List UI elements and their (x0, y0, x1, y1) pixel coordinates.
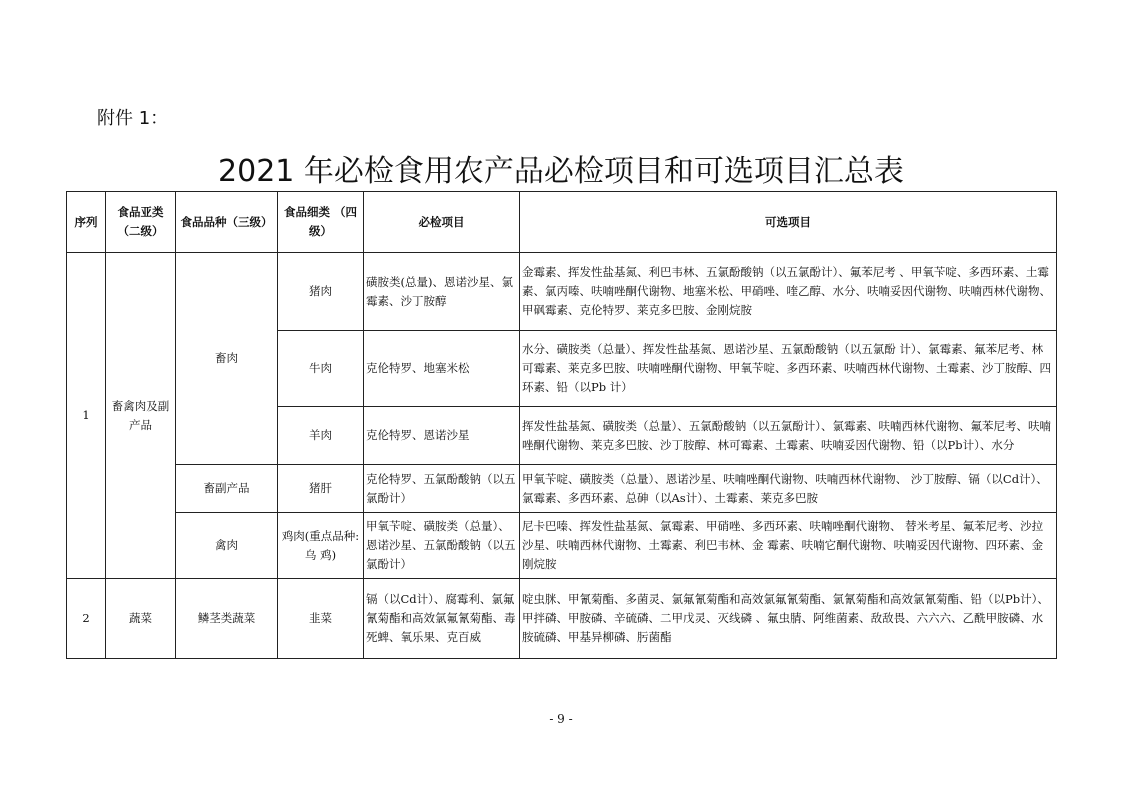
page-number: - 9 - (549, 712, 573, 726)
header-optional: 可选项目 (520, 192, 1057, 253)
row-optional: 啶虫脒、甲氰菊酯、多菌灵、氯氟氰菊酯和高效氯氟氰菊酯、氯氰菊酯和高效氯氰菊酯、铅（以Pb计）、甲拌磷、甲胺磷、辛硫磷、二甲戊灵、灭线磷 、氟虫腈、阿维菌素、敌敌畏、六六六、乙酰甲胺磷、水胺硫磷、甲基异柳磷、肟菌酯 (520, 579, 1057, 659)
row-seq: 1 (67, 253, 106, 579)
row-variety: 禽肉 (176, 513, 278, 579)
row-required: 磺胺类(总量)、恩诺沙星、氯霉素、沙丁胺醇 (364, 253, 520, 331)
table-row (67, 513, 1057, 579)
row-required: 镉（以Cd计）、腐霉利、氯氟氰菊酯和高效氯氟氰菊酯、毒死蜱、氧乐果、克百威 (364, 579, 520, 659)
header-row (67, 192, 1057, 253)
document-title: 2021 年必检食用农产品必检项目和可选项目汇总表 (218, 154, 904, 189)
row-sub-category: 畜禽肉及副产品 (106, 253, 176, 579)
row-detail: 韭菜 (278, 579, 364, 659)
header-detail: 食品细类 （四级） (278, 192, 364, 253)
row-seq: 2 (67, 579, 106, 659)
row-variety: 畜肉 (176, 253, 278, 465)
row-variety: 鳞茎类蔬菜 (176, 579, 278, 659)
row-optional: 水分、磺胺类（总量）、挥发性盐基氮、恩诺沙星、五氯酚酸钠（以五氯酚 计）、氯霉素、氟苯尼考、林可霉素、莱克多巴胺、呋喃唑酮代谢物、甲氧苄啶、多西环素、呋喃西林代谢物、土霉素、沙丁胺醇、四环素、铅（以Pb 计） (520, 331, 1057, 407)
row-detail: 牛肉 (278, 331, 364, 407)
row-variety: 畜副产品 (176, 465, 278, 513)
row-optional: 尼卡巴嗪、挥发性盐基氮、氯霉素、甲硝唑、多西环素、呋喃唑酮代谢物、 替米考星、氟苯尼考、沙拉沙星、呋喃西林代谢物、土霉素、利巴韦林、金 霉素、呋喃它酮代谢物、呋喃妥因代谢物、四环素、金刚烷胺 (520, 513, 1057, 579)
table-row (67, 465, 1057, 513)
header-required: 必检项目 (364, 192, 520, 253)
row-required: 克伦特罗、五氯酚酸钠（以五氯酚计） (364, 465, 520, 513)
row-required: 甲氧苄啶、磺胺类（总量）、恩诺沙星、五氯酚酸钠（以五 氯酚计） (364, 513, 520, 579)
row-required: 克伦特罗、地塞米松 (364, 331, 520, 407)
row-optional: 挥发性盐基氮、磺胺类（总量）、五氯酚酸钠（以五氯酚计）、氯霉素、呋喃西林代谢物、氟苯尼考、呋喃唑酮代谢物、莱克多巴胺、沙丁胺醇、林可霉素、土霉素、呋喃妥因代谢物、铅（以Pb计）、水分 (520, 407, 1057, 465)
row-detail: 鸡肉(重点品种:乌 鸡) (278, 513, 364, 579)
table-row (67, 253, 1057, 331)
row-required: 克伦特罗、恩诺沙星 (364, 407, 520, 465)
row-sub-category: 蔬菜 (106, 579, 176, 659)
header-sub-category: 食品亚类（二级） (106, 192, 176, 253)
row-detail: 猪肉 (278, 253, 364, 331)
table-row (67, 579, 1057, 659)
summary-table (66, 191, 1057, 659)
attachment-label: 附件 1： (97, 108, 169, 129)
header-variety: 食品品种（三级） (176, 192, 278, 253)
row-detail: 羊肉 (278, 407, 364, 465)
row-detail: 猪肝 (278, 465, 364, 513)
row-optional: 金霉素、挥发性盐基氮、利巴韦林、五氯酚酸钠（以五氯酚计）、氟苯尼考 、甲氧苄啶、多西环素、土霉素、氯丙嗪、呋喃唑酮代谢物、地塞米松、甲硝唑、喹乙醇、水分、呋喃妥因代谢物、呋喃西林代谢物、甲砜霉素、克伦特罗、莱克多巴胺、金刚烷胺 (520, 253, 1057, 331)
header-seq: 序列 (67, 192, 106, 253)
row-optional: 甲氧苄啶、磺胺类（总量）、恩诺沙星、呋喃唑酮代谢物、呋喃西林代谢物、 沙丁胺醇、镉（以Cd计）、氯霉素、多西环素、总砷（以As计）、土霉素、莱克多巴胺 (520, 465, 1057, 513)
